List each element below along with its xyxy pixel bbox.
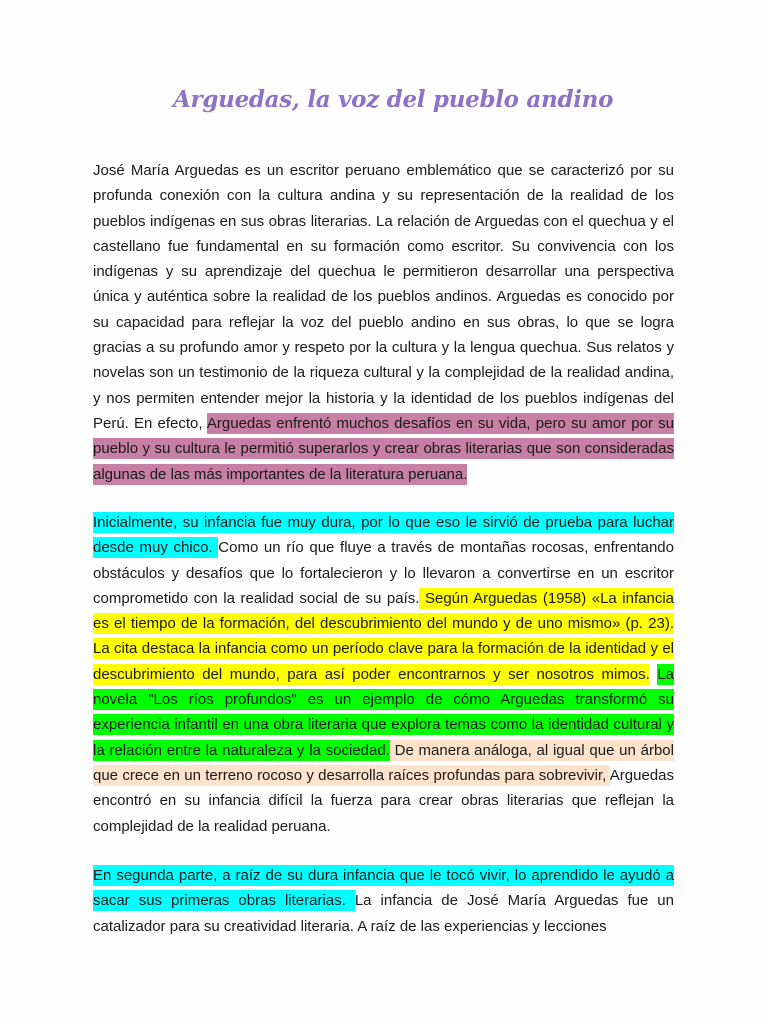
highlighted-text-cyan: Inicialmente, su infancia fue muy dura, por lo que eso le sirvió de prueba para luchar desde muy chico. [93,514,674,557]
highlighted-text-green: La novela "Los ríos profundos" es un ejemplo de cómo Arguedas transformó su experiencia infantil en una obra literaria que explora temas como la identidad cultural y la relación entre la naturaleza y la sociedad. [93,665,675,759]
paragraph-text: José María Arguedas es un escritor peruano emblemático que se caracterizó por su profunda conexión con la cultura andina y su representación de la realidad de los pueblos indígenas en sus obras literarias. La relación de Arguedas con el quechua y el castellano fue fundamental en su formación como escritor. Su convivencia con los indígenas y su aprendizaje del quechua le permitieron desarrollar una perspectiva única y auténtica sobre la realidad de los pueblos andinos. Arguedas es conocido por su capacidad para reflejar la voz del pueblo andino en sus obras, lo que se logra gracias a su profundo amor y respeto por la cultura y la lengua quechua. Sus relatos y novelas son un testimonio de la riqueza cultural y la complejidad de la realidad andina, y nos permiten entender mejor la historia y la identidad de los pueblos indígenas del Perú. En efecto, [93,162,674,432]
paragraph-text: Arguedas encontró en su infancia difícil la fuerza para crear obras literarias que reflejan la complejidad de la realidad peruana. [93,766,674,835]
paragraph-first-works [93,863,674,939]
highlighted-text-cyan: En segunda parte, a raíz de su dura infancia que le tocó vivir, lo aprendido le ayudó a sacar sus primeras obras literarias. [93,867,674,910]
document-title: Arguedas, la voz del pueblo andino [173,86,614,113]
highlighted-text-peach: De manera análoga, al igual que un árbol que crece en un terreno rocoso y desarrolla raíces profundas para sobrevivir, [93,741,674,784]
paragraph-text: Como un río que fluye a través de montañas rocosas, enfrentando obstáculos y desafíos que lo fortalecieron y lo llevaron a convertirse en un escritor comprometido con la realidad social de su país. [93,539,674,607]
paragraph-childhood [93,510,674,839]
highlighted-text-pink: Arguedas enfrentó muchos desafíos en su vida, pero su amor por su pueblo y su cultura le permitió superarlos y crear obras literarias que son consideradas algunas de las más importantes de la literatura peruana. [93,414,674,483]
highlighted-text-yellow: Según Arguedas (1958) «La infancia es el tiempo de la formación, del descubrimiento del mundo y de uno mismo» (p. 23). La cita destaca la infancia como un período clave para la formación de la identidad y el descubrimiento del mundo, para así poder encontrarnos y ser nosotros mimos. [93,589,674,683]
paragraph-introduction [93,158,674,487]
paragraph-text: La infancia de José María Arguedas fue un catalizador para su creatividad literaria. A raíz de las experiencias y lecciones [93,892,674,935]
